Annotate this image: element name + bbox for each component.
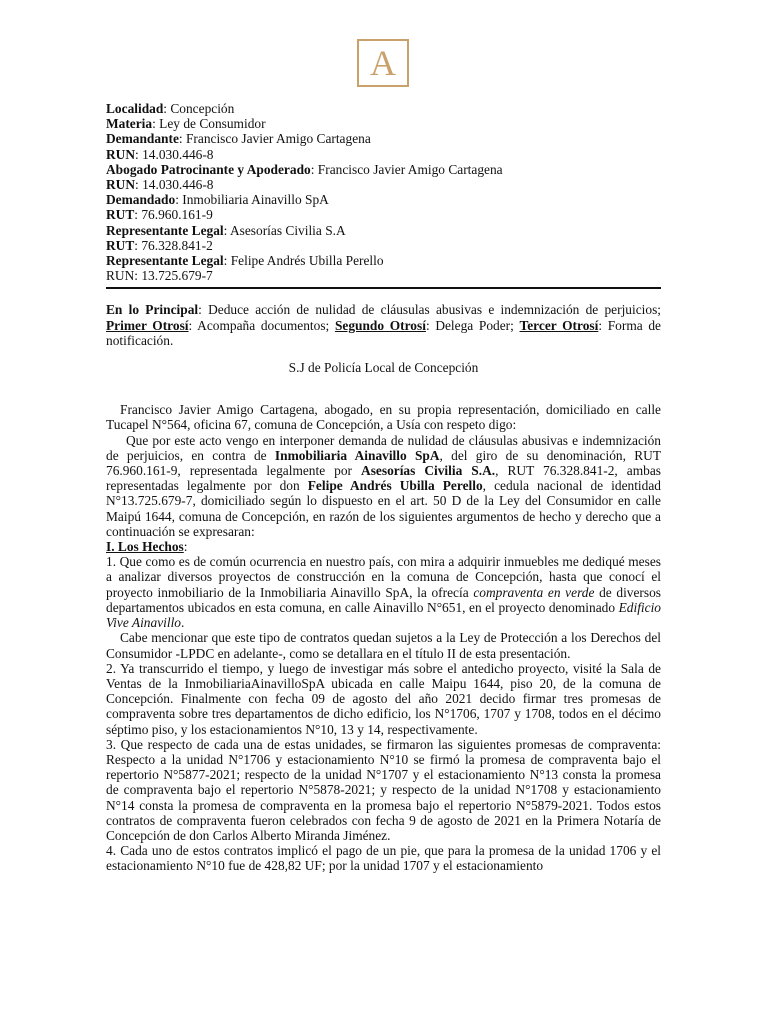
section-heading: I. Los Hechos: — [106, 539, 188, 555]
header-line: Representante Legal: Felipe Andrés Ubilla Perello — [106, 253, 384, 269]
header-line: Demandante: Francisco Javier Amigo Cartagena — [106, 131, 371, 147]
document-body — [106, 402, 661, 873]
logo-letter: A — [370, 43, 396, 83]
header-divider — [106, 287, 661, 289]
header-line: Materia: Ley de Consumidor — [106, 116, 266, 132]
header-line: RUT: 76.328.841-2 — [106, 237, 213, 253]
header-line: Abogado Patrocinante y Apoderado: Francisco Javier Amigo Cartagena — [106, 161, 503, 177]
header-line: Demandado: Inmobiliaria Ainavillo SpA — [106, 192, 329, 208]
facts-paragraph-3: 3. Que respecto de cada una de estas unidades, se firmaron las siguientes promesas de compraventa: Respecto a la unidad N°1706 y estacionamiento N°10 se firmó la promesa de compraventa bajo el repertorio N°5877-2021; respecto de la unidad N°1707 y el estacionamiento N°13 consta la promesa de compraventa bajo el repertorio N°5878-2021; y respecto de la unidad N°1708 y estacionamiento N°14 consta la promesa de compraventa en la promesa bajo el repertorio N°5879-2021. Todos estos contratos de compraventa fueron celebrados con fecha 9 de agosto de 2021 en la Primera Notaría de Concepción de don Carlos Alberto Miranda Jiménez. — [106, 736, 661, 843]
header-line: Localidad: Concepción — [106, 101, 235, 116]
document-content — [106, 101, 661, 874]
intro-paragraph: Francisco Javier Amigo Cartagena, abogado, en su propia representación, domiciliado en calle Tucapel N°564, oficina 67, comuna de Concepción, a Usía con respeto digo: — [106, 402, 661, 433]
header-line: RUN: 13.725.679-7 — [106, 268, 213, 284]
court-addressee: S.J de Policía Local de Concepción — [288, 360, 479, 376]
case-header — [106, 101, 661, 283]
demand-paragraph: Que por este acto vengo en interponer demanda de nulidad de cláusulas abusivas e indemnización de perjuicios, en contra de Inmobiliaria Ainavillo SpA, del giro de su denominación, RUT 76.960.161-9, representada legalmente por Asesorías Civilia S.A., RUT 76.328.841-2, ambas representadas legalmente por don Felipe Andrés Ubilla Perello, cedula nacional de identidad N°13.725.679-7, domiciliado según lo dispuesto en el art. 50 D de la Ley del Consumidor en calle Maipú 1644, comuna de Concepción, en razón de los siguientes argumentos de hecho y derecho que a continuación se expresaran: — [106, 432, 662, 539]
facts-paragraph-2: 2. Ya transcurrido el tiempo, y luego de investigar más sobre el antedicho proyecto, visité la Sala de Ventas de la InmobiliariaAinavilloSpA ubicada en calle Maipu 1644, piso 20, de la comuna de Concepción. Finalmente con fecha 09 de agosto del año 2021 decido firmar tres promesas de compraventa sobre tres departamentos de dicho edificio, los N°1706, 1707 y 1708, todos en el décimo séptimo piso, y los estacionamientos N°10, 13 y 14, respectivamente. — [106, 660, 661, 737]
header-line: Representante Legal: Asesorías Civilia S.A — [106, 222, 346, 238]
principal-summary: En lo Principal: Deduce acción de nulidad de cláusulas abusivas e indemnización de perjuicios; Primer Otrosí: Acompaña documentos; Segundo Otrosí: Delega Poder; Tercer Otrosí: Forma de notificación. — [106, 302, 662, 348]
firm-logo — [357, 39, 409, 87]
facts-paragraph-1: 1. Que como es de común ocurrencia en nuestro país, con mira a adquirir inmuebles me dediqué meses a analizar diversos proyectos de construcción en la comuna de Concepción, hasta que conocí el proyecto inmobiliario de la Inmobiliaria Ainavillo SpA, la ofrecía compraventa en verde de diversos departamentos ubicados en esta comuna, en calle Ainavillo N°651, en el proyecto denominado Edificio Vive Ainavillo. — [106, 554, 662, 631]
facts-paragraph-1b: Cabe mencionar que este tipo de contratos quedan sujetos a la Ley de Protección a los Derechos del Consumidor -LPDC en adelante-, como se detallara en el título II de esta presentación. — [106, 630, 661, 661]
header-line: RUN: 14.030.446-8 — [106, 146, 214, 162]
header-line: RUN: 14.030.446-8 — [106, 177, 214, 193]
facts-paragraph-4: 4. Cada uno de estos contratos implicó el pago de un pie, que para la promesa de la unidad 1706 y el estacionamiento N°10 fue de 428,82 UF; por la unidad 1707 y el estacionamiento — [106, 843, 661, 874]
header-line: RUT: 76.960.161-9 — [106, 207, 213, 223]
